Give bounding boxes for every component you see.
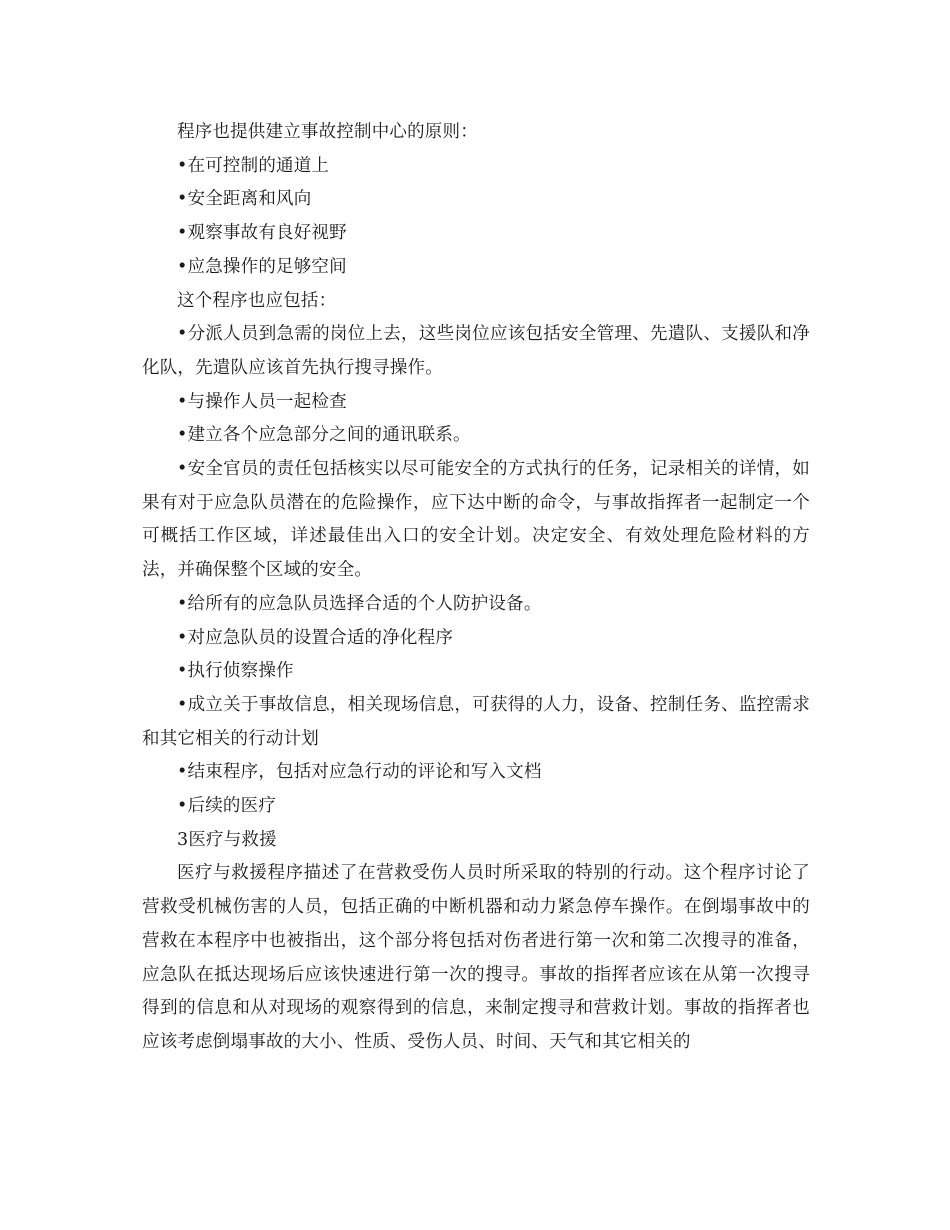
- bullet-safe-distance-wind: •安全距离和风向: [177, 189, 312, 210]
- bullet-action-plan: •成立关于事故信息，相关现场信息，可获得的人力，设备、控制任务、监控需求和其它相关的行动计划: [142, 694, 810, 749]
- bullet-follow-up-medical: •后续的医疗: [177, 796, 277, 817]
- bullet-enough-space: •应急操作的足够空间: [177, 256, 347, 277]
- bullet-good-view: •观察事故有良好视野: [177, 223, 347, 244]
- bullet-reconnaissance: •执行侦察操作: [177, 661, 294, 682]
- paragraph-program-includes: 这个程序也应包括：: [177, 290, 337, 311]
- document-body: [142, 116, 810, 1060]
- bullet-controllable-access: •在可控制的通道上: [177, 155, 330, 176]
- bullet-termination: •结束程序，包括对应急行动的评论和写入文档: [177, 762, 542, 783]
- bullet-safety-officer: •安全官员的责任包括核实以尽可能安全的方式执行的任务，记录相关的详情，如果有对于应急队员潜在的危险操作，应下达中断的命令，与事故指挥者一起制定一个可概括工作区域，详述最佳出入口的安全计划。决定安全、有效处理危险材料的方法，并确保整个区域的安全。: [142, 459, 810, 581]
- bullet-decontamination: •对应急队员的设置合适的净化程序: [177, 627, 454, 648]
- bullet-ppe: •给所有的应急队员选择合适的个人防护设备。: [177, 593, 542, 614]
- bullet-assign-personnel: •分派人员到急需的岗位上去，这些岗位应该包括安全管理、先遣队、支援队和净化队，先遣队应该首先执行搜寻操作。: [142, 324, 810, 378]
- paragraph-medical-rescue: 医疗与救援程序描述了在营救受伤人员时所采取的特别的行动。这个程序讨论了营救受机械伤害的人员，包括正确的中断机器和动力紧急停车操作。在倒塌事故中的营救在本程序中也被指出，这个部分将包括对伤者进行第一次和第二次搜寻的准备，应急队在抵达现场后应该快速进行第一次的搜寻。事故的指挥者应该在从第一次搜寻得到的信息和从对现场的观察得到的信息，来制定搜寻和营救计划。事故的指挥者也应该考虑倒塌事故的大小、性质、受伤人员、时间、天气和其它相关的: [142, 863, 810, 1052]
- bullet-communications: •建立各个应急部分之间的通讯联系。: [177, 425, 471, 446]
- paragraph-intro-principles: 程序也提供建立事故控制中心的原则：: [177, 122, 478, 142]
- bullet-check-with-operators: •与操作人员一起检查: [177, 391, 347, 412]
- section-heading-medical-rescue: 3医疗与救援: [177, 829, 277, 850]
